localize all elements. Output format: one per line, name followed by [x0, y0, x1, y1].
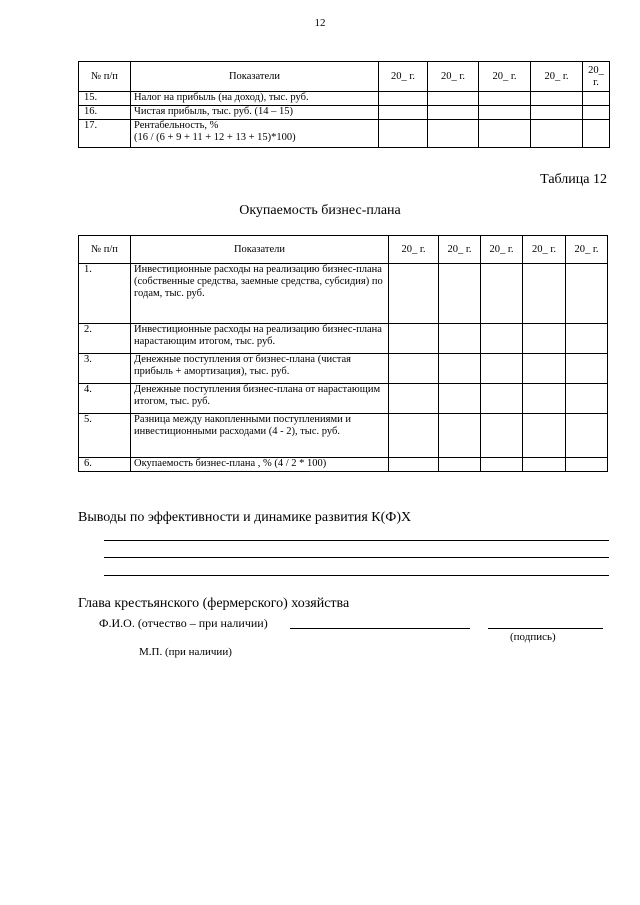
value-cell[interactable] — [566, 264, 608, 324]
table-row — [79, 92, 610, 106]
value-cell[interactable] — [439, 414, 481, 458]
table-row — [79, 458, 608, 472]
table-row — [79, 384, 608, 414]
value-cell[interactable] — [531, 92, 583, 106]
table-header-row — [79, 62, 610, 92]
header-indicators: Показатели — [131, 62, 379, 92]
value-cell[interactable] — [566, 354, 608, 384]
table-row — [79, 106, 610, 120]
row-label: Разница между накопленными поступлениями и инвестиционными расходами (4 - 2), тыс. руб. — [131, 414, 389, 458]
table-title: Окупаемость бизнес-плана — [239, 203, 401, 218]
header-year: 20_ г. — [428, 62, 479, 92]
header-year: 20_ г. — [389, 236, 439, 264]
value-cell[interactable] — [566, 324, 608, 354]
header-number: № п/п — [79, 236, 131, 264]
header-year: 20_ г. — [523, 236, 566, 264]
value-cell[interactable] — [379, 92, 428, 106]
row-label: Окупаемость бизнес-плана , % (4 / 2 * 100) — [131, 458, 389, 472]
value-cell[interactable] — [481, 414, 523, 458]
value-cell[interactable] — [583, 120, 610, 148]
header-year: 20_ г. — [379, 62, 428, 92]
header-year: 20_ г. — [583, 62, 610, 92]
row-label: Чистая прибыль, тыс. руб. (14 – 15) — [131, 106, 379, 120]
value-cell[interactable] — [481, 384, 523, 414]
value-cell[interactable] — [523, 384, 566, 414]
row-label: Налог на прибыль (на доход), тыс. руб. — [131, 92, 379, 106]
value-cell[interactable] — [439, 384, 481, 414]
value-cell[interactable] — [479, 92, 531, 106]
value-cell[interactable] — [389, 414, 439, 458]
row-number: 16. — [79, 106, 131, 120]
conclusion-line-1[interactable] — [104, 540, 609, 541]
value-cell[interactable] — [479, 120, 531, 148]
indicators-table-continued — [78, 61, 610, 148]
fio-line[interactable] — [290, 628, 470, 629]
table-caption: Таблица 12 — [540, 172, 607, 187]
payback-table — [78, 235, 608, 472]
signature-label: (подпись) — [510, 631, 556, 643]
header-year: 20_ г. — [566, 236, 608, 264]
row-label: Денежные поступления от бизнес-плана (чистая прибыль + амортизация), тыс. руб. — [131, 354, 389, 384]
row-number: 2. — [79, 324, 131, 354]
header-year: 20_ г. — [531, 62, 583, 92]
table-row — [79, 354, 608, 384]
value-cell[interactable] — [389, 458, 439, 472]
header-year: 20_ г. — [481, 236, 523, 264]
conclusions-label: Выводы по эффективности и динамике развития К(Ф)Х — [78, 510, 412, 525]
value-cell[interactable] — [439, 264, 481, 324]
row-label: Инвестиционные расходы на реализацию бизнес-плана нарастающим итогом, тыс. руб. — [131, 324, 389, 354]
stamp-label: М.П. (при наличии) — [139, 646, 232, 658]
conclusion-line-3[interactable] — [104, 575, 609, 576]
value-cell[interactable] — [481, 264, 523, 324]
value-cell[interactable] — [479, 106, 531, 120]
farm-head-label: Глава крестьянского (фермерского) хозяйства — [78, 596, 350, 611]
value-cell[interactable] — [566, 384, 608, 414]
fio-label: Ф.И.О. (отчество – при наличии) — [99, 616, 268, 630]
row-number: 5. — [79, 414, 131, 458]
header-number: № п/п — [79, 62, 131, 92]
value-cell[interactable] — [523, 264, 566, 324]
header-indicators: Показатели — [131, 236, 389, 264]
value-cell[interactable] — [566, 414, 608, 458]
row-label: Инвестиционные расходы на реализацию бизнес-плана (собственные средства, заемные средства, субсидия) по годам, тыс. руб. — [131, 264, 389, 324]
value-cell[interactable] — [439, 458, 481, 472]
value-cell[interactable] — [523, 458, 566, 472]
row-number: 17. — [79, 120, 131, 148]
value-cell[interactable] — [389, 384, 439, 414]
table-row — [79, 414, 608, 458]
value-cell[interactable] — [389, 324, 439, 354]
row-number: 1. — [79, 264, 131, 324]
row-label: Денежные поступления бизнес-плана от нарастающим итогом, тыс. руб. — [131, 384, 389, 414]
row-label: Рентабельность, % (16 / (6 + 9 + 11 + 12 + 13 + 15)*100) — [131, 120, 379, 148]
row-number: 4. — [79, 384, 131, 414]
value-cell[interactable] — [481, 324, 523, 354]
value-cell[interactable] — [428, 106, 479, 120]
value-cell[interactable] — [439, 324, 481, 354]
value-cell[interactable] — [523, 354, 566, 384]
value-cell[interactable] — [531, 120, 583, 148]
value-cell[interactable] — [428, 92, 479, 106]
value-cell[interactable] — [523, 324, 566, 354]
value-cell[interactable] — [583, 106, 610, 120]
value-cell[interactable] — [583, 92, 610, 106]
value-cell[interactable] — [531, 106, 583, 120]
value-cell[interactable] — [428, 120, 479, 148]
value-cell[interactable] — [389, 264, 439, 324]
table-row — [79, 324, 608, 354]
table-header-row — [79, 236, 608, 264]
conclusion-line-2[interactable] — [104, 557, 609, 558]
value-cell[interactable] — [523, 414, 566, 458]
table-row — [79, 264, 608, 324]
row-number: 3. — [79, 354, 131, 384]
page-number: 12 — [314, 17, 326, 29]
header-year: 20_ г. — [479, 62, 531, 92]
row-number: 15. — [79, 92, 131, 106]
value-cell[interactable] — [379, 106, 428, 120]
value-cell[interactable] — [379, 120, 428, 148]
value-cell[interactable] — [566, 458, 608, 472]
header-year: 20_ г. — [439, 236, 481, 264]
row-number: 6. — [79, 458, 131, 472]
value-cell[interactable] — [481, 458, 523, 472]
value-cell[interactable] — [481, 354, 523, 384]
signature-line[interactable] — [488, 628, 603, 629]
value-cell[interactable] — [439, 354, 481, 384]
value-cell[interactable] — [389, 354, 439, 384]
table-row — [79, 120, 610, 148]
